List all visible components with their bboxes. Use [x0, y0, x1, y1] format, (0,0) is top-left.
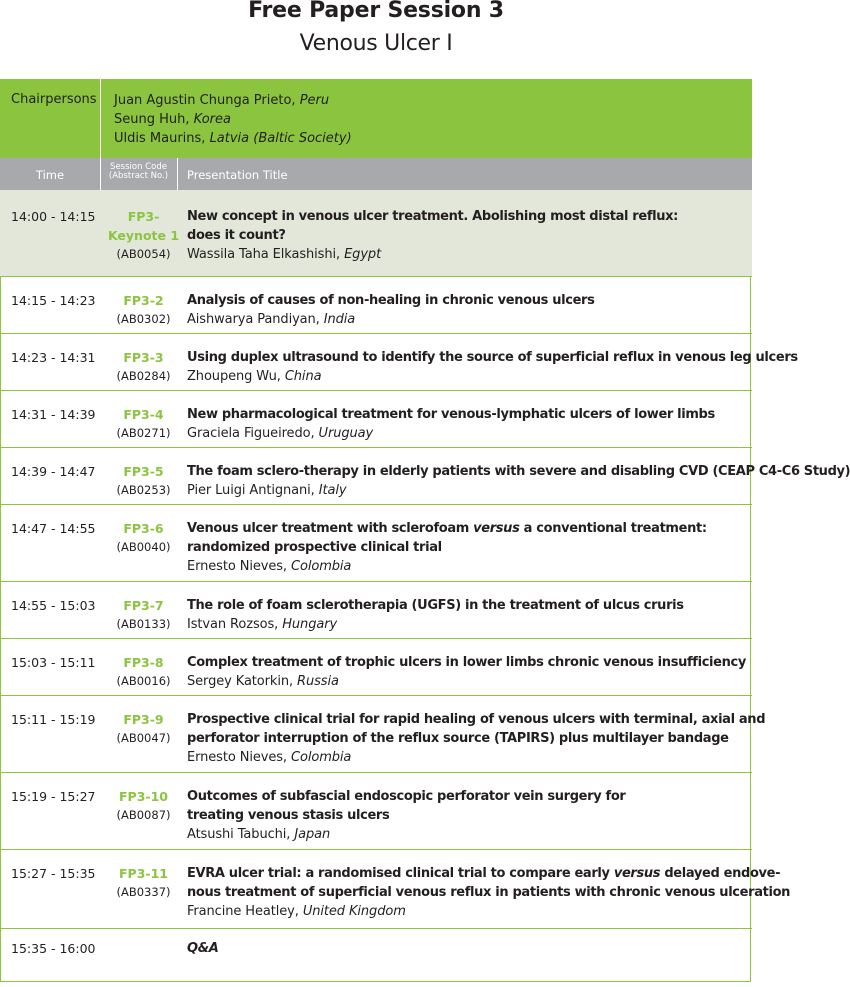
- code-label: FP3-2: [123, 293, 164, 308]
- chairperson: Juan Agustin Chunga Prieto, Peru: [114, 93, 330, 108]
- session-time: 15:19 - 15:27: [11, 789, 96, 804]
- code-label: FP3-3: [123, 350, 164, 365]
- table-row: [0, 929, 752, 982]
- title-line: nous treatment of superficial venous reflux in patients with chronic venous ulceration: [187, 885, 791, 900]
- abstract-number: (AB0302): [116, 312, 171, 326]
- session-subtitle: Venous Ulcer I: [299, 31, 453, 56]
- session-time: 14:31 - 14:39: [11, 407, 96, 422]
- title-line: EVRA ulcer trial: a randomised clinical trial to compare early versus delayed endove-: [187, 866, 781, 881]
- abstract-number: (AB0337): [116, 885, 171, 899]
- session-time: 15:03 - 15:11: [11, 655, 96, 670]
- title-line: Analysis of causes of non-healing in chronic venous ulcers: [187, 293, 595, 308]
- session-code: [101, 519, 186, 557]
- presentation-title: [187, 462, 850, 500]
- chairperson: Uldis Maurins, Latvia (Baltic Society): [114, 131, 352, 146]
- code-label: FP3-6: [123, 521, 164, 536]
- table-row: [0, 850, 791, 929]
- code-label: Keynote 1: [107, 228, 180, 243]
- session-code: [101, 787, 186, 825]
- code-label: FP3-11: [119, 866, 168, 881]
- title-line: New pharmacological treatment for venous-lymphatic ulcers of lower limbs: [187, 407, 715, 422]
- presenter: Sergey Katorkin, Russia: [187, 674, 339, 689]
- presentation-title: [187, 710, 766, 767]
- session-time: 14:23 - 14:31: [11, 350, 96, 365]
- title-column-header: Presentation Title: [187, 168, 288, 182]
- presenter: Francine Heatley, United Kingdom: [187, 904, 406, 919]
- session-code: [101, 596, 186, 634]
- presentation-title: [187, 787, 752, 844]
- session-time: 14:00 - 14:15: [11, 209, 96, 224]
- column-header-row: [0, 158, 752, 190]
- presenter: Aishwarya Pandiyan, India: [187, 312, 356, 327]
- session-code: [101, 710, 186, 748]
- table-row: [0, 334, 798, 391]
- presenter: Ernesto Nieves, Colombia: [187, 559, 352, 574]
- table-row: [0, 639, 752, 696]
- table-row: [0, 696, 766, 773]
- presenter: Zhoupeng Wu, China: [187, 369, 322, 384]
- title-line: does it count?: [187, 228, 286, 243]
- table-row: [0, 277, 752, 334]
- abstract-number: (AB0054): [116, 247, 171, 261]
- session-code: [101, 653, 186, 691]
- abstract-number: (AB0133): [116, 617, 171, 631]
- abstract-number: (AB0284): [116, 369, 171, 383]
- code-label: FP3-: [127, 209, 160, 224]
- abstract-number: (AB0253): [116, 483, 171, 497]
- presentation-title: [187, 864, 791, 921]
- table-row: [0, 773, 752, 850]
- session-code: [101, 864, 186, 902]
- presenter: Wassila Taha Elkashishi, Egypt: [187, 247, 382, 262]
- session-code: [101, 207, 186, 264]
- session-code: [101, 405, 186, 443]
- session-time: 14:47 - 14:55: [11, 521, 96, 536]
- title-line: Q&A: [187, 941, 219, 956]
- column-divider: [100, 79, 101, 158]
- title-line: New concept in venous ulcer treatment. Abolishing most distal reflux:: [187, 209, 679, 224]
- title-line: treating venous stasis ulcers: [187, 808, 390, 823]
- table-row: [0, 582, 752, 639]
- code-label: FP3-8: [123, 655, 164, 670]
- presentation-title: [187, 291, 752, 329]
- presenter: Pier Luigi Antignani, Italy: [187, 483, 347, 498]
- title-line: perforator interruption of the reflux source (TAPIRS) plus multilayer bandage: [187, 731, 729, 746]
- title-line: Venous ulcer treatment with sclerofoam versus a conventional treatment:: [187, 521, 707, 536]
- table-row: [0, 505, 752, 582]
- title-line: The role of foam sclerotherapia (UGFS) in the treatment of ulcus cruris: [187, 598, 684, 613]
- abstract-number: (AB0040): [116, 540, 171, 554]
- presentation-title: [187, 405, 752, 443]
- table-row: [0, 190, 752, 277]
- title-line: Using duplex ultrasound to identify the source of superficial reflux in venous leg ulcers: [187, 350, 798, 365]
- presenter: Graciela Figueiredo, Uruguay: [187, 426, 374, 441]
- title-line: Complex treatment of trophic ulcers in lower limbs chronic venous insufficiency: [187, 655, 747, 670]
- chairpersons-row: [0, 79, 752, 158]
- presenter: Istvan Rozsos, Hungary: [187, 617, 338, 632]
- session-time: 14:15 - 14:23: [11, 293, 96, 308]
- title-line: Outcomes of subfascial endoscopic perforator vein surgery for: [187, 789, 626, 804]
- abstract-number: (AB0016): [116, 674, 171, 688]
- abstract-number: (AB0047): [116, 731, 171, 745]
- title-line: The foam sclero-therapy in elderly patients with severe and disabling CVD (CEAP C4-C6 Study): [187, 464, 850, 479]
- presentation-title: [187, 939, 752, 958]
- code-label: FP3-5: [123, 464, 164, 479]
- session-time: 14:55 - 15:03: [11, 598, 96, 613]
- code-label: FP3-4: [123, 407, 164, 422]
- code-label: FP3-7: [123, 598, 164, 613]
- session-code: [101, 462, 186, 500]
- abstract-number: (AB0087): [116, 808, 171, 822]
- abstract-number: (AB0271): [116, 426, 171, 440]
- session-code: [101, 291, 186, 329]
- session-title: Free Paper Session 3: [248, 0, 504, 23]
- time-column-header: Time: [35, 168, 65, 182]
- session-time: 15:11 - 15:19: [11, 712, 96, 727]
- presentation-title: [187, 653, 752, 691]
- code-label: FP3-9: [123, 712, 164, 727]
- table-row: [0, 391, 752, 448]
- title-line: randomized prospective clinical trial: [187, 540, 442, 555]
- chairpersons-label: Chairpersons: [11, 92, 97, 107]
- presenter: Atsushi Tabuchi, Japan: [187, 827, 331, 842]
- code-label: FP3-10: [119, 789, 168, 804]
- presentation-title: [187, 519, 752, 576]
- code-column-header: Session Code (Abstract No.): [108, 162, 169, 181]
- chairperson: Seung Huh, Korea: [114, 112, 231, 127]
- chairpersons-list: [114, 91, 352, 148]
- presentation-title: [187, 207, 752, 264]
- title-line: Prospective clinical trial for rapid healing of venous ulcers with terminal, axial and: [187, 712, 766, 727]
- session-time: 15:27 - 15:35: [11, 866, 96, 881]
- presentation-title: [187, 596, 752, 634]
- presenter: Ernesto Nieves, Colombia: [187, 750, 352, 765]
- session-time: 14:39 - 14:47: [11, 464, 96, 479]
- session-time: 15:35 - 16:00: [11, 941, 96, 956]
- session-code: [101, 348, 186, 386]
- presentation-title: [187, 348, 798, 386]
- column-divider: [177, 158, 178, 190]
- table-row: [0, 448, 850, 505]
